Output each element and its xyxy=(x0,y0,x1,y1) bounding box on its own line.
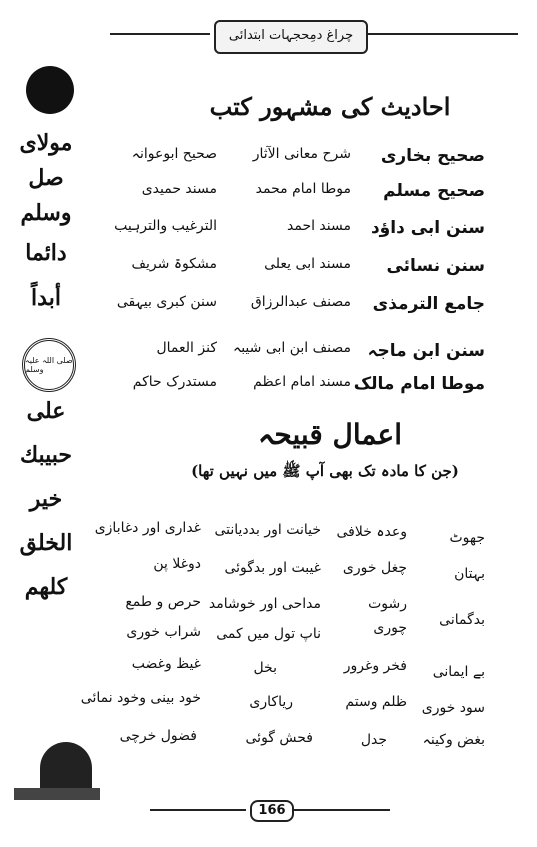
hadith-r3-c1: سنن ابی داؤد xyxy=(370,218,485,238)
amaal-subtitle: (جن کا مادہ تک بھی آپ ﷺ میں نہیں تھا) xyxy=(191,462,459,480)
hadith-r3-c3: الترغیب والترہیب xyxy=(114,218,217,234)
hadith-r5-c2: مصنف عبدالرزاق xyxy=(250,294,351,310)
hadith-r4-c1: سنن نسائی xyxy=(386,256,485,276)
hadith-r3-c2: مسند احمد xyxy=(287,218,351,234)
salawat-seal-text: صلی اللہ علیہ وسلم xyxy=(25,356,73,374)
amaal-r5-c4: غیظ وغضب xyxy=(131,656,201,672)
hadith-r1-c2: شرح معانی الآثار xyxy=(252,146,351,162)
amaal-r5-c1: بے ایمانی xyxy=(432,664,485,680)
sidebar-line-5: أبداً xyxy=(31,285,61,311)
amaal-r7-c2: جدل xyxy=(360,732,387,748)
header-rule-right xyxy=(368,33,518,35)
green-dome-illustration xyxy=(40,742,92,788)
amaal-r3-c4: حرص و طمع xyxy=(125,594,201,610)
sidebar-line-7: حبيبك xyxy=(19,442,73,468)
amaal-r2-c3: غیبت اور بدگوئی xyxy=(224,560,321,576)
amaal-r6-c3: ریاکاری xyxy=(249,694,293,710)
hadith-r4-c2: مسند ابی یعلی xyxy=(264,256,351,272)
hadith-r5-c1: جامع الترمذی xyxy=(372,294,485,314)
sidebar-line-1: مولای xyxy=(19,130,73,156)
header-banner xyxy=(214,20,368,54)
sidebar-line-9: الخلق xyxy=(19,530,73,556)
hadith-r2-c1: صحیح مسلم xyxy=(383,181,485,201)
amaal-title: اعمال قبیحہ xyxy=(257,418,403,451)
amaal-r2-c1: بہتان xyxy=(454,566,485,582)
amaal-r6-c2: ظلم وستم xyxy=(345,694,407,710)
hadith-r2-c2: موطا امام محمد xyxy=(255,181,351,197)
amaal-r1-c1: جھوٹ xyxy=(449,530,485,546)
sidebar-line-3: وسلم xyxy=(20,200,72,226)
hadith-r6-c2: مصنف ابن ابی شیبہ xyxy=(233,340,351,356)
salawat-seal xyxy=(22,338,76,392)
amaal-r1-c2: وعدہ خلافی xyxy=(336,524,407,540)
sidebar-line-2: صل xyxy=(28,165,64,191)
sidebar-line-10: كلهم xyxy=(24,574,68,600)
amaal-r2-c4: دوغلا پن xyxy=(153,556,201,572)
amaal-r4-c2: چوری xyxy=(373,620,407,636)
hadith-r1-c3: صحیح ابوعوانہ xyxy=(131,146,217,162)
amaal-r3-c2: رشوت xyxy=(368,596,407,612)
sidebar-line-4: دائما xyxy=(25,240,67,266)
dome-base xyxy=(14,788,100,800)
amaal-r6-c4: خود بینی وخود نمائی xyxy=(80,690,201,706)
hadith-r7-c2: مسند امام اعظم xyxy=(253,374,351,390)
hadith-r4-c3: مشکوۃ شریف xyxy=(131,256,217,272)
sidebar-line-6: على xyxy=(26,398,66,424)
footer-rule-right xyxy=(294,809,390,811)
hadith-r6-c3: کنز العمال xyxy=(156,340,217,356)
sidebar-line-8: خير xyxy=(29,486,63,512)
amaal-r5-c2: فخر وغرور xyxy=(343,658,407,674)
hadith-title: احادیث کی مشہور کتب xyxy=(209,92,451,121)
amaal-r6-c1: سود خوری xyxy=(421,700,485,716)
amaal-r4-c3: ناپ تول میں کمی xyxy=(216,626,321,642)
hadith-r6-c1: سنن ابن ماجہ xyxy=(367,341,485,361)
black-circle-ornament xyxy=(26,66,74,114)
amaal-r1-c3: خیانت اور بددیانتی xyxy=(214,522,321,538)
amaal-r3-c3: مداحی اور خوشامد xyxy=(208,596,321,612)
hadith-r7-c1: موطا امام مالک xyxy=(353,374,485,394)
amaal-r5-c3: بخل xyxy=(253,660,277,676)
hadith-r7-c3: مستدرک حاکم xyxy=(132,374,217,390)
footer-rule-left xyxy=(150,809,246,811)
header-rule-left xyxy=(110,33,210,35)
amaal-r7-c3: فحش گوئی xyxy=(245,730,313,746)
amaal-r7-c4: فضول خرچی xyxy=(119,728,197,744)
amaal-r3-c1: بدگمانی xyxy=(439,612,485,628)
page-number: 166 xyxy=(250,800,294,822)
header-banner-text: چراغ دمِحجہات ابتدائی xyxy=(228,28,354,43)
amaal-r7-c1: بغض وکینہ xyxy=(422,732,485,748)
amaal-r2-c2: چغل خوری xyxy=(342,560,407,576)
hadith-r1-c1: صحیح بخاری xyxy=(380,146,485,166)
amaal-r4-c4: شراب خوری xyxy=(126,624,201,640)
amaal-r1-c4: غداری اور دغابازی xyxy=(94,520,201,536)
hadith-r5-c3: سنن کبری بیہقی xyxy=(116,294,217,310)
hadith-r2-c3: مسند حمیدی xyxy=(141,181,217,197)
